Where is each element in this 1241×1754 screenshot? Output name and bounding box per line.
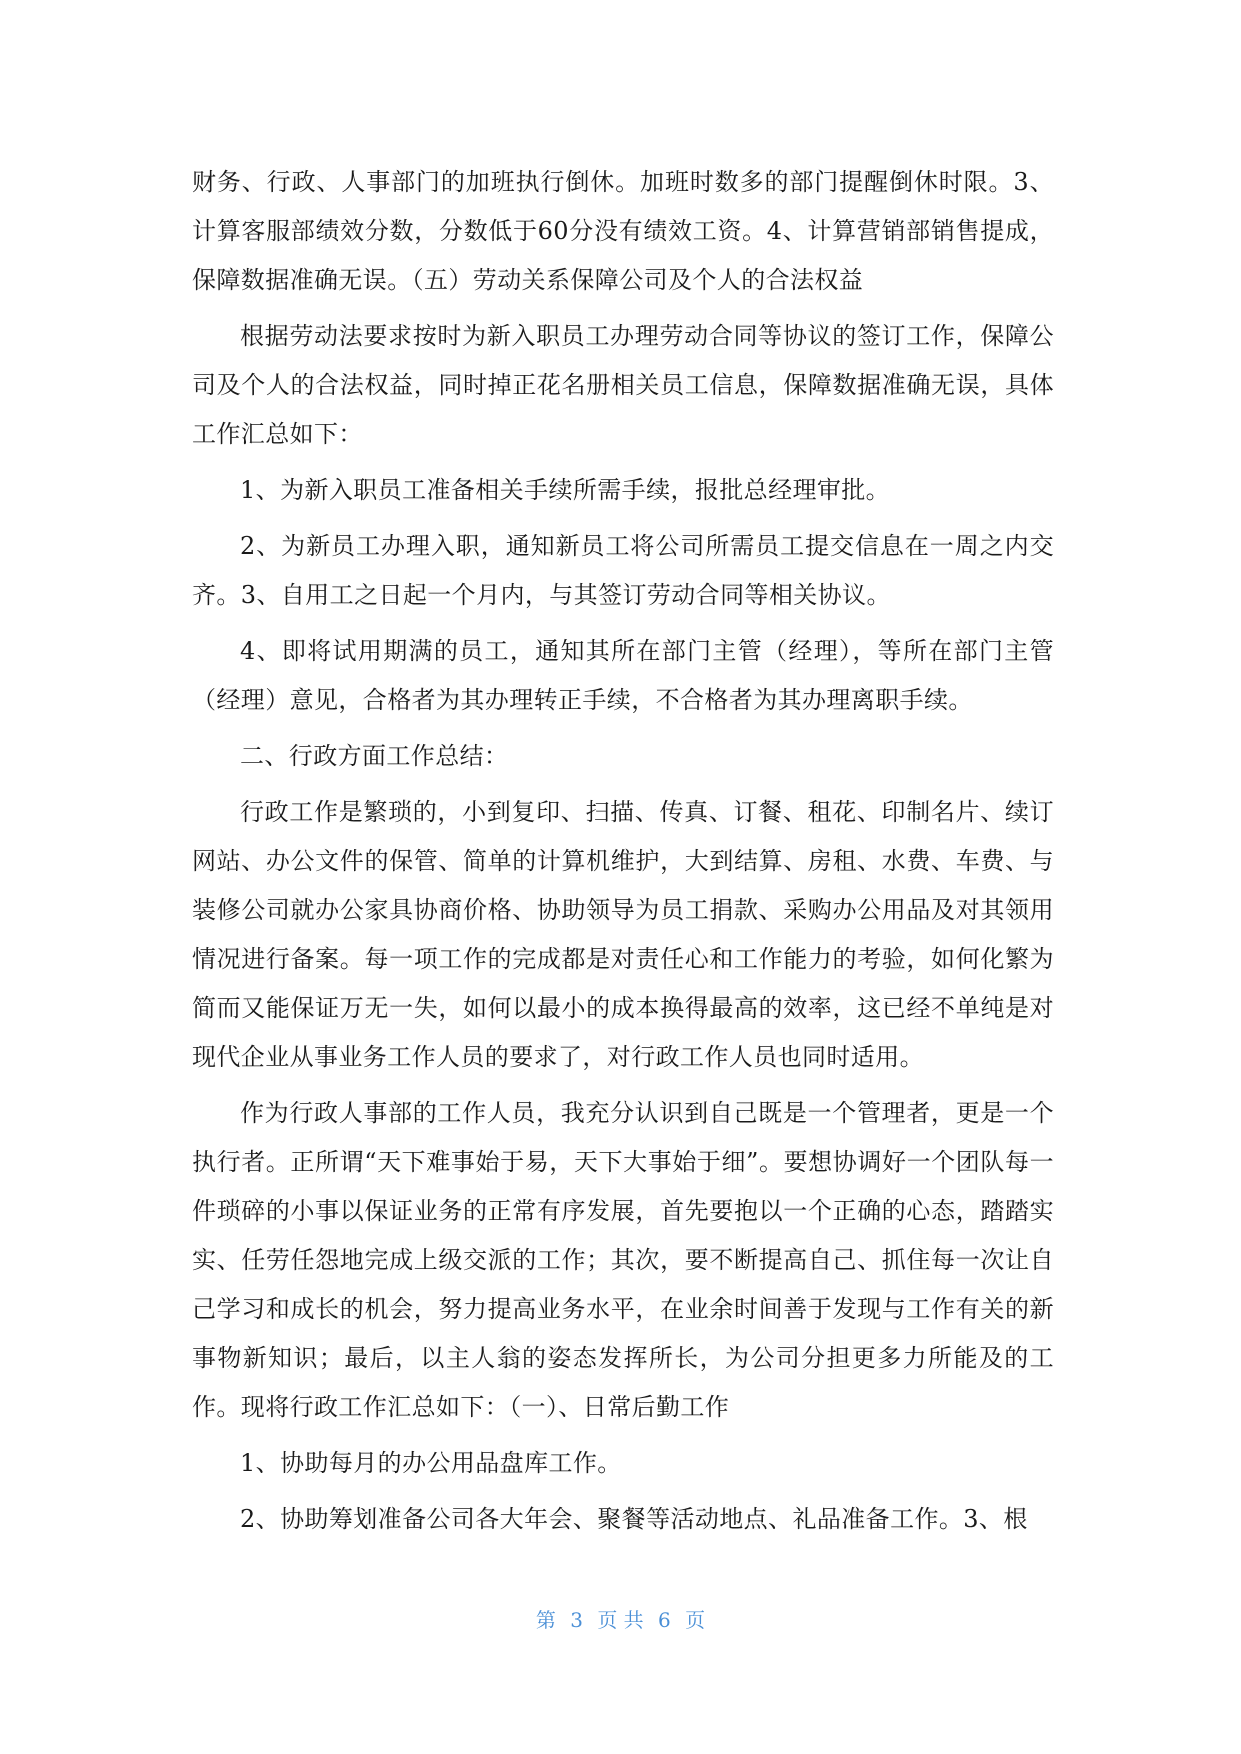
footer-total-pages: 6 bbox=[658, 1608, 671, 1632]
paragraph: 作为行政人事部的工作人员，我充分认识到自己既是一个管理者，更是一个执行者。正所谓“天下难事始于易，天下大事始于细”。要想协调好一个团队每一件琐碎的小事以保证业务的正常有序发展，首先要抱以一个正确的心态，踏踏实实、任劳任怨地完成上级交派的工作；其次，要不断提高自己、抓住每一次让自己学习和成长的机会，努力提高业务水平，在业余时间善于发现与工作有关的新事物新知识；最后，以主人翁的姿态发挥所长，为公司分担更多力所能及的工作。现将行政工作汇总如下：（一）、日常后勤工作 bbox=[192, 1099, 1054, 1421]
paragraph: 行政工作是繁琐的，小到复印、扫描、传真、订餐、租花、印制名片、续订网站、办公文件的保管、简单的计算机维护，大到结算、房租、水费、车费、与装修公司就办公家具协商价格、协助领导为员工捐款、采购办公用品及对其领用情况进行备案。每一项工作的完成都是对责任心和工作能力的考验，如何化繁为简而又能保证万无一失，如何以最小的成本换得最高的效率，这已经不单纯是对现代企业从事业务工作人员的要求了，对行政工作人员也同时适用。 bbox=[192, 798, 1054, 1071]
footer-label-page: 第 bbox=[535, 1608, 556, 1632]
page-footer bbox=[0, 1604, 1241, 1633]
footer-label-of: 页 共 bbox=[597, 1608, 644, 1632]
document-body bbox=[192, 158, 1054, 1551]
paragraph: 2、协助筹划准备公司各大年会、聚餐等活动地点、礼品准备工作。3、根 bbox=[240, 1505, 1028, 1533]
footer-current-page: 3 bbox=[570, 1608, 583, 1632]
paragraph: 财务、行政、人事部门的加班执行倒休。加班时数多的部门提醒倒休时限。3、计算客服部绩效分数，分数低于60分没有绩效工资。4、计算营销部销售提成，保障数据准确无误。（五）劳动关系保障公司及个人的合法权益 bbox=[192, 168, 1054, 294]
footer-label-end: 页 bbox=[685, 1608, 706, 1632]
paragraph: 2、为新员工办理入职，通知新员工将公司所需员工提交信息在一周之内交齐。3、自用工之日起一个月内，与其签订劳动合同等相关协议。 bbox=[192, 532, 1054, 609]
paragraph: 1、为新入职员工准备相关手续所需手续，报批总经理审批。 bbox=[240, 476, 891, 504]
paragraph: 4、即将试用期满的员工，通知其所在部门主管（经理），等所在部门主管（经理）意见，合格者为其办理转正手续，不合格者为其办理离职手续。 bbox=[192, 637, 1054, 714]
section-heading: 二、行政方面工作总结： bbox=[240, 742, 509, 770]
paragraph: 根据劳动法要求按时为新入职员工办理劳动合同等协议的签订工作，保障公司及个人的合法权益，同时掉正花名册相关员工信息，保障数据准确无误，具体工作汇总如下： bbox=[192, 322, 1054, 448]
paragraph: 1、协助每月的办公用品盘库工作。 bbox=[240, 1449, 622, 1477]
